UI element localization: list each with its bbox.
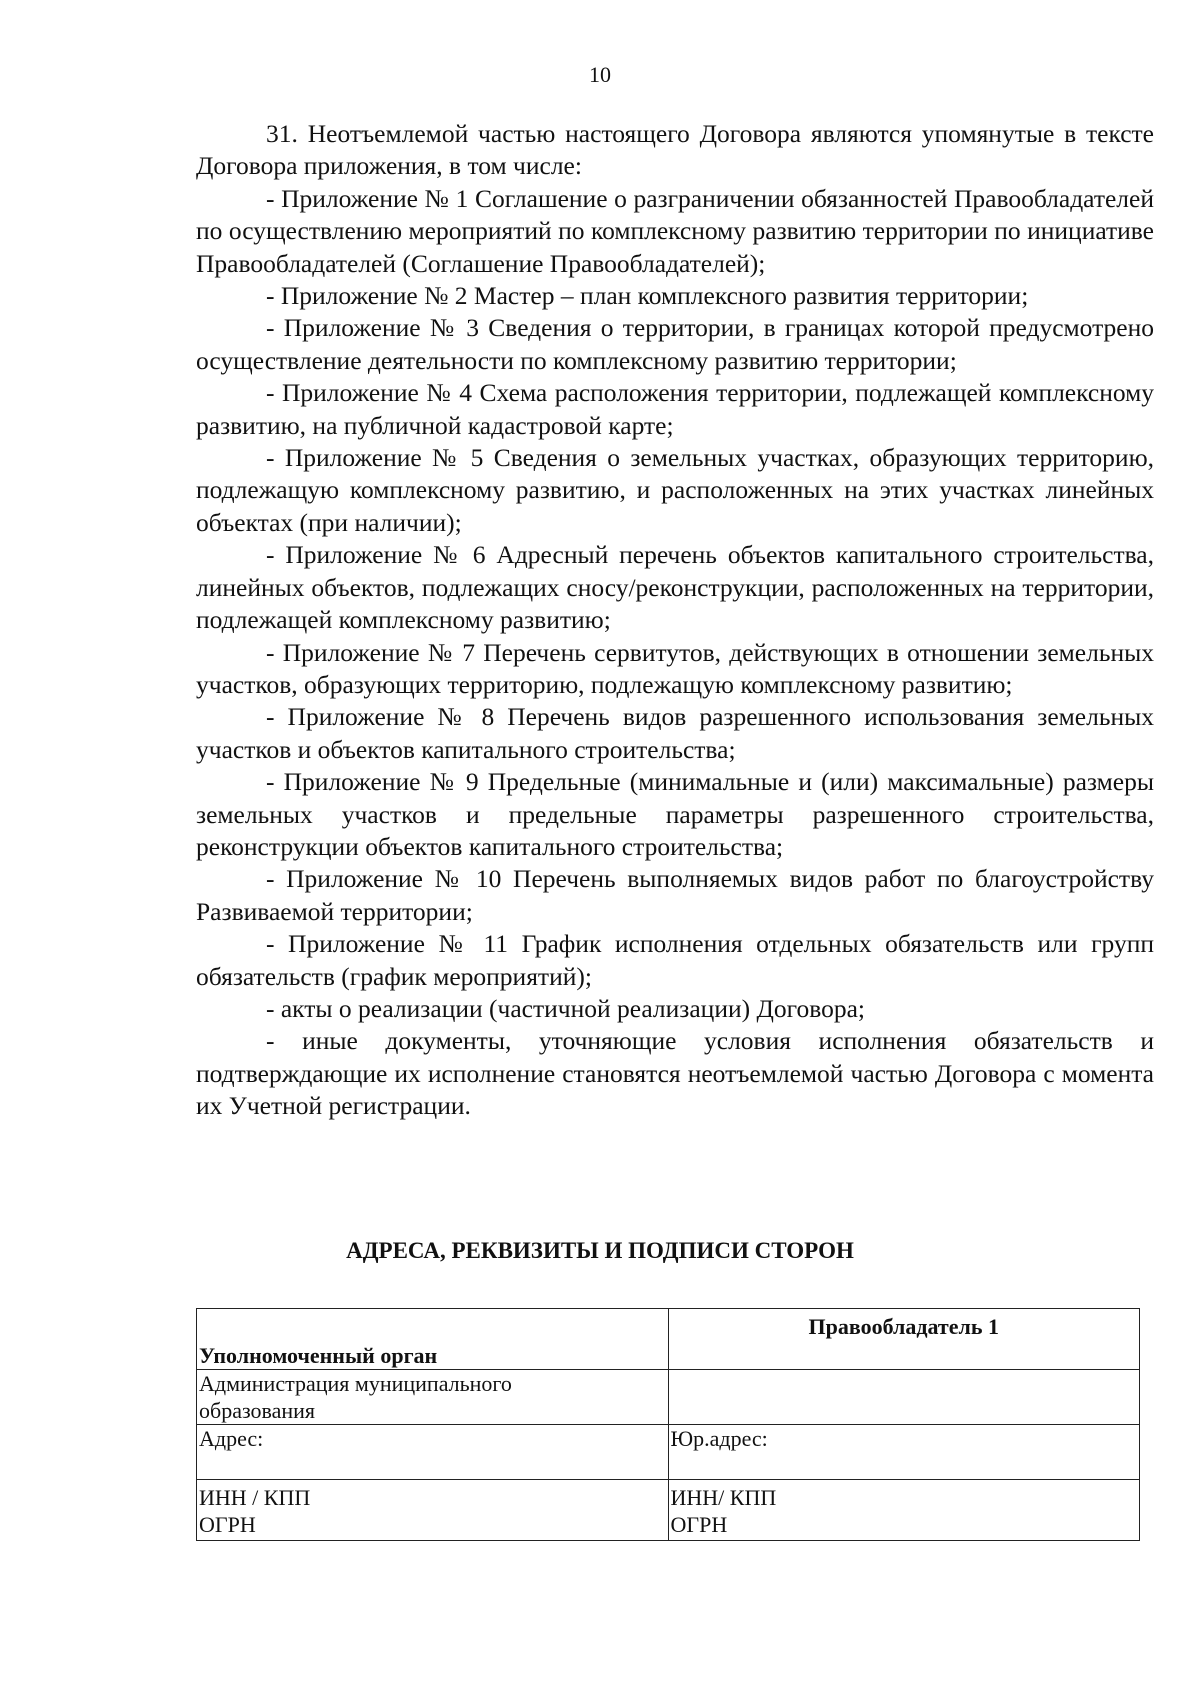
appendix-item-1: - Приложение № 1 Соглашение о разграничении обязанностей Правообладателей по осуществлению мероприятий по комплексному развитию территории по инициативе Правообладателей (Соглашение Правообладателей); (196, 183, 1154, 278)
appendix-item-5: - Приложение № 5 Сведения о земельных участках, образующих территорию, подлежащую комплексному развитию, и расположенных на этих участках линейных объектах (при наличии); (196, 443, 1154, 537)
appendix-item-9: - Приложение № 9 Предельные (минимальные и (или) максимальные) размеры земельных участков и предельные параметры разрешенного строительства, реконструкции объектов капитального строительства; (196, 767, 1154, 861)
authorized-body-ogrn: ОГРН (199, 1512, 256, 1537)
table-row (197, 1480, 1140, 1541)
appendix-item-6: - Приложение № 6 Адресный перечень объектов капитального строительства, линейных объектов, подлежащих сносу/реконструкции, расположенных на территории, подлежащей комплексному развитию; (196, 540, 1154, 635)
appendix-item-8: - Приложение № 8 Перечень видов разрешенного использования земельных участков и объектов капитального строительства; (196, 702, 1154, 764)
appendix-item-10: - Приложение № 10 Перечень выполняемых видов работ по благоустройству Развиваемой территории; (196, 864, 1154, 926)
appendix-item-11: - Приложение № 11 График исполнения отдельных обязательств или групп обязательств (график мероприятий); (196, 929, 1154, 991)
list-item-other-documents: - иные документы, уточняющие условия исполнения обязательств и подтверждающие их исполнение становятся неотъемлемой частью Договора с момента их Учетной регистрации. (196, 1026, 1154, 1121)
appendix-item-3: - Приложение № 3 Сведения о территории, в границах которой предусмотрено осуществление деятельности по комплексному развитию территории; (196, 313, 1154, 375)
appendix-item-4: - Приложение № 4 Схема расположения территории, подлежащей комплексному развитию, на публичной кадастровой карте; (196, 378, 1154, 440)
right-holder-header: Правообладатель 1 (668, 1309, 1140, 1370)
appendix-item-2: - Приложение № 2 Мастер – план комплексного развития территории; (266, 281, 1029, 311)
authorized-body-header: Уполномоченный орган (197, 1309, 669, 1370)
contract-clause-31 (196, 118, 1154, 1123)
parties-requisites-table (196, 1308, 1140, 1541)
authorized-body-name-line1: Администрация муниципального (199, 1371, 512, 1396)
section-title: АДРЕСА, РЕКВИЗИТЫ И ПОДПИСИ СТОРОН (346, 1238, 854, 1263)
table-header-row (197, 1309, 1140, 1370)
appendix-item-7: - Приложение № 7 Перечень сервитутов, действующих в отношении земельных участков, образующих территорию, подлежащую комплексному развитию; (196, 637, 1154, 699)
authorized-body-name-cell (197, 1370, 669, 1425)
table-row (197, 1425, 1140, 1480)
authorized-body-inn-kpp: ИНН / КПП (199, 1485, 311, 1510)
clause-intro: 31. Неотъемлемой частью настоящего Договора являются упомянутые в тексте Договора приложения, в том числе: (196, 119, 1154, 181)
authorized-body-name-line2: образования (199, 1398, 316, 1423)
authorized-body-address: Адрес: (197, 1425, 669, 1480)
table-row (197, 1370, 1140, 1425)
authorized-body-ids-cell (197, 1480, 669, 1541)
list-item-acts: - акты о реализации (частичной реализации) Договора; (266, 993, 865, 1023)
right-holder-legal-address: Юр.адрес: (668, 1425, 1140, 1480)
right-holder-ids-cell (668, 1480, 1140, 1541)
page-number: 10 (589, 62, 611, 87)
right-holder-ogrn: ОГРН (670, 1512, 728, 1537)
right-holder-inn-kpp: ИНН/ КПП (670, 1485, 777, 1510)
right-holder-name-cell (668, 1370, 1140, 1425)
